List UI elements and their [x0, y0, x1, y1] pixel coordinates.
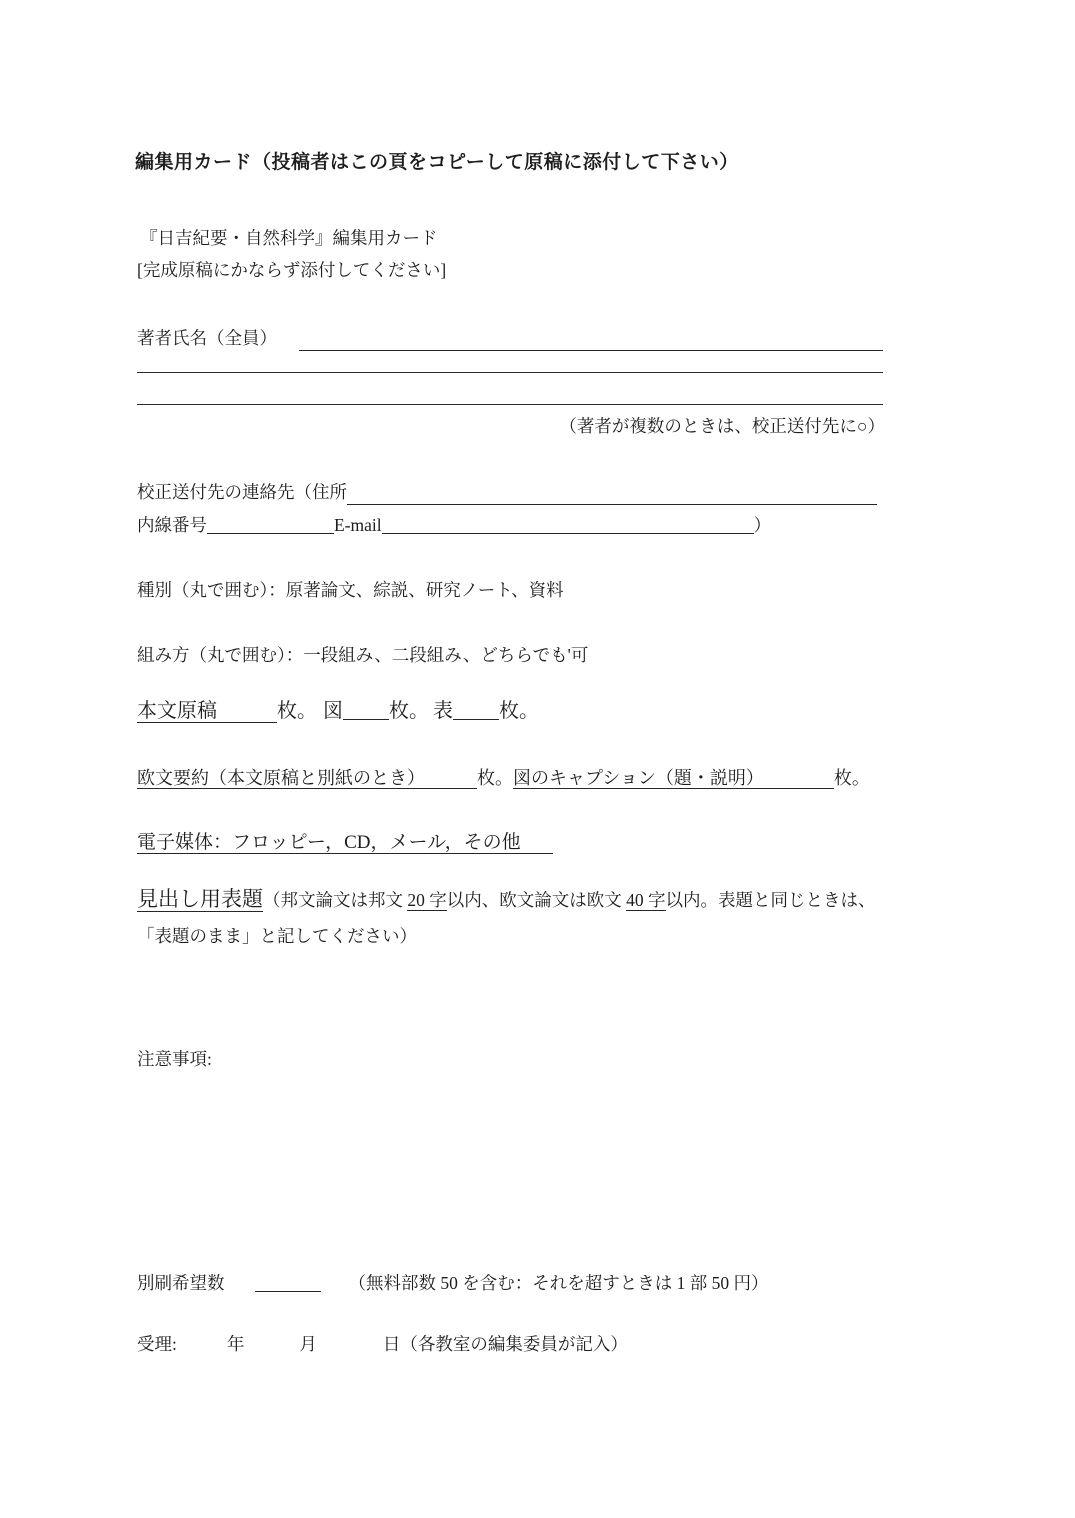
abstract-sheets-field[interactable]: [425, 783, 477, 784]
accepted-day-field[interactable]: [317, 1349, 383, 1350]
unit-suffix: 枚。: [499, 700, 539, 722]
year-label: 年: [226, 1334, 245, 1354]
unit-suffix: 枚。: [477, 768, 513, 788]
month-label: 月: [299, 1334, 317, 1354]
media-line: 電子媒体：フロッピー，CD，メール，その他: [137, 832, 521, 853]
author-name-field-2[interactable]: [137, 372, 883, 373]
manuscript-counts-row: [137, 698, 539, 724]
abstract-counts-row: [137, 765, 870, 791]
layout-line: 組み方（丸で囲む）：一段組み、二段組み、どちらでも'可: [137, 645, 589, 665]
extension-field[interactable]: [207, 519, 334, 534]
abstract-label: 欧文要約（本文原稿と別紙のとき）: [137, 768, 425, 788]
reprint-row: [137, 1270, 769, 1296]
address-field[interactable]: [347, 482, 877, 505]
extension-label: 内線番号: [137, 515, 207, 535]
category-line: 種別（丸で囲む）：原著論文、綜説、研究ノート、資料: [137, 580, 564, 600]
unit-suffix: 枚。: [277, 700, 317, 722]
media-row: [137, 830, 553, 856]
abstract-label-group: [137, 768, 477, 789]
media-other-field[interactable]: [521, 847, 553, 848]
extension-email-row: [137, 512, 771, 538]
spacer: [321, 1288, 349, 1289]
headline-note-line2: 「表題のまま」と記してください）: [137, 926, 417, 946]
accepted-month-field[interactable]: [244, 1349, 299, 1350]
manuscript-label-group: [137, 700, 277, 723]
accepted-year-field[interactable]: [177, 1349, 227, 1350]
headline-limit-en: 40 字: [626, 890, 666, 910]
reprint-note: （無料部数 50 を含む：それを超すときは 1 部 50 円）: [348, 1273, 769, 1293]
figure-label: 図: [323, 700, 343, 722]
author-row: [137, 325, 883, 351]
address-label: 校正送付先の連絡先（住所: [137, 482, 347, 502]
headline-limit-jp: 20 字: [407, 890, 447, 910]
media-label-group: [137, 832, 553, 854]
headline-row: [137, 886, 876, 913]
table-sheets-field[interactable]: [453, 705, 499, 720]
table-label: 表: [433, 700, 453, 722]
spacer: [225, 1288, 255, 1289]
caption-label-group: [513, 768, 834, 789]
reprint-label: 別刷希望数: [137, 1273, 225, 1293]
address-row: [137, 479, 877, 505]
accepted-label: 受理:: [137, 1334, 177, 1354]
headline-note-seg3: 以内。表題と同じときは、: [665, 890, 876, 910]
headline-label: 見出し用表題: [137, 887, 263, 911]
unit-suffix: 枚。: [389, 700, 429, 722]
card-heading-note: [完成原稿にかならず添付してください]: [137, 260, 447, 280]
author-label: 著者氏名（全員）: [137, 328, 277, 348]
email-label: E-mail: [334, 515, 382, 535]
unit-suffix: 枚。: [833, 768, 870, 788]
figure-sheets-field[interactable]: [343, 705, 389, 720]
acceptance-note: （各教室の編集委員が記入）: [400, 1334, 628, 1354]
headline-note-seg2: 以内、欧文論文は欧文: [446, 890, 627, 910]
closing-paren: ）: [753, 515, 772, 535]
author-name-field[interactable]: [299, 328, 883, 351]
author-multiple-note: （著者が複数のときは、校正送付先に○）: [559, 416, 885, 436]
caption-label: 図のキャプション（題・説明）: [513, 768, 764, 788]
email-field[interactable]: [382, 519, 754, 534]
page-title: 編集用カード（投稿者はこの頁をコピーして原稿に添付して下さい）: [135, 152, 739, 173]
reprint-count-field[interactable]: [255, 1277, 321, 1292]
caption-sheets-field[interactable]: [764, 783, 834, 784]
manuscript-sheets-field[interactable]: [217, 716, 277, 717]
author-name-field-3[interactable]: [137, 404, 883, 405]
day-label: 日: [382, 1334, 401, 1354]
spacer: [277, 325, 299, 326]
acceptance-row: [137, 1331, 628, 1357]
headline-note-seg1: （邦文論文は邦文: [263, 890, 408, 910]
notes-label: 注意事項:: [137, 1049, 212, 1069]
card-heading: 『日吉紀要・自然科学』編集用カード: [140, 228, 438, 248]
manuscript-label: 本文原稿: [137, 700, 217, 722]
